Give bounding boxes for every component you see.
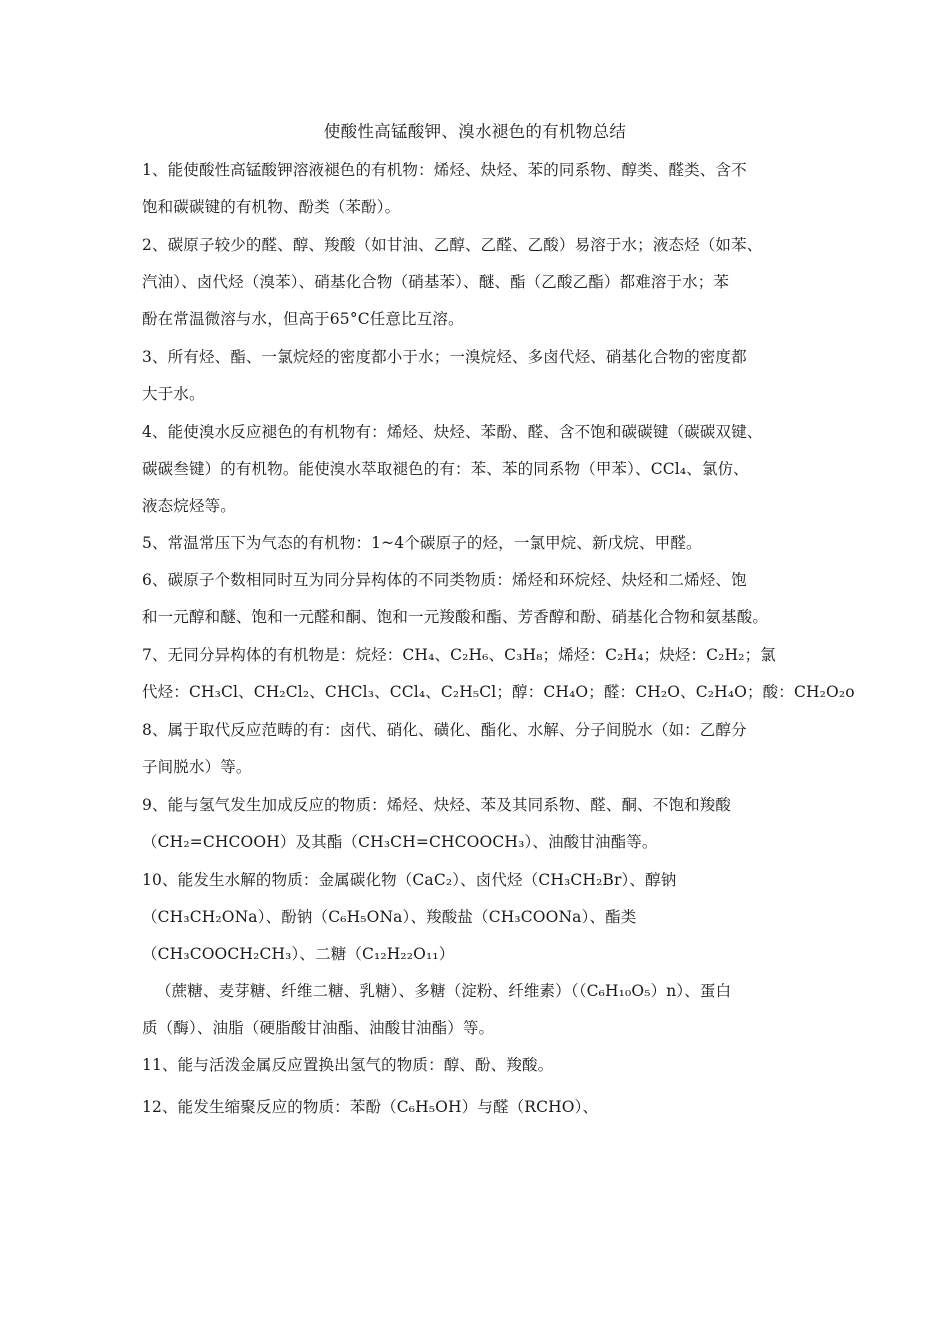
text-line: 和一元醇和醚、饱和一元醛和酮、饱和一元羧酸和酯、芳香醇和酚、硝基化合物和氨基酸。	[142, 608, 769, 626]
text-line: 质（酶）、油脂（硬脂酸甘油酯、油酸甘油酯）等。	[142, 1019, 495, 1037]
text-line: （CH₃CH₂ONa）、酚钠（C₆H₅ONa）、羧酸盐（CH₃COONa）、酯类	[142, 908, 637, 926]
text-line: 4、能使溴水反应褪色的有机物有：烯烃、炔烃、苯酚、醛、含不饱和碳碳键（碳碳双键、	[142, 423, 763, 441]
text-line: 6、碳原子个数相同时互为同分异构体的不同类物质：烯烃和环烷烃、炔烃和二烯烃、饱	[142, 571, 747, 589]
text-line: （蔗糖、麦芽糖、纤维二糖、乳糖）、多糖（淀粉、纤维素）（（C₆H₁₀O₅）n）、蛋白	[156, 982, 732, 1000]
text-line: 9、能与氢气发生加成反应的物质：烯烃、炔烃、苯及其同系物、醛、酮、不饱和羧酸	[142, 796, 732, 814]
text-line: 汽油）、卤代烃（溴苯）、硝基化合物（硝基苯）、醚、酯（乙酸乙酯）都难溶于水；苯	[142, 273, 730, 291]
text-line: （CH₃COOCH₂CH₃）、二糖（C₁₂H₂₂O₁₁）	[142, 945, 455, 963]
text-line: 12、能发生缩聚反应的物质：苯酚（C₆H₅OH）与醛（RCHO）、	[142, 1098, 599, 1116]
text-line: 5、常温常压下为气态的有机物：1~4个碳原子的烃，一氯甲烷、新戊烷、甲醛。	[142, 534, 702, 552]
text-line: 2、碳原子较少的醛、醇、羧酸（如甘油、乙醇、乙醛、乙酸）易溶于水；液态烃（如苯、	[142, 236, 763, 254]
text-line: 10、能发生水解的物质：金属碳化物（CaC₂）、卤代烃（CH₃CH₂Br）、醇钠	[142, 871, 677, 889]
text-line: 子间脱水）等。	[142, 758, 252, 776]
text-line: （CH₂=CHCOOH）及其酯（CH₃CH=CHCOOCH₃）、油酸甘油酯等。	[142, 833, 658, 851]
text-line: 7、无同分异构体的有机物是：烷烃：CH₄、C₂H₆、C₃H₈；烯烃：C₂H₄；炔烃：C₂H₂；氯	[142, 646, 776, 664]
text-line: 11、能与活泼金属反应置换出氢气的物质：醇、酚、羧酸。	[142, 1056, 554, 1074]
text-line: 碳碳叁键）的有机物。能使溴水萃取褪色的有：苯、苯的同系物（甲苯）、CCl₄、氯仿、	[142, 460, 749, 478]
text-line: 1、能使酸性高锰酸钾溶液褪色的有机物：烯烃、炔烃、苯的同系物、醇类、醛类、含不	[142, 161, 747, 179]
text-line: 液态烷烃等。	[142, 497, 236, 515]
text-line: 饱和碳碳键的有机物、酚类（苯酚）。	[142, 198, 401, 216]
text-line: 3、所有烃、酯、一氯烷烃的密度都小于水；一溴烷烃、多卤代烃、硝基化合物的密度都	[142, 348, 747, 366]
text-line: 大于水。	[142, 385, 205, 403]
text-line: 酚在常温微溶与水，但高于65°C任意比互溶。	[142, 310, 464, 328]
text-line: 代烃：CH₃Cl、CH₂Cl₂、CHCl₃、CCl₄、C₂H₅Cl；醇：CH₄O；醛：CH₂O、C₂H₄O；酸：CH₂O₂o	[142, 683, 855, 701]
text-line: 8、属于取代反应范畴的有：卤代、硝化、磺化、酯化、水解、分子间脱水（如：乙醇分	[142, 721, 747, 739]
document-title: 使酸性高锰酸钾、溴水褪色的有机物总结	[323, 122, 627, 141]
